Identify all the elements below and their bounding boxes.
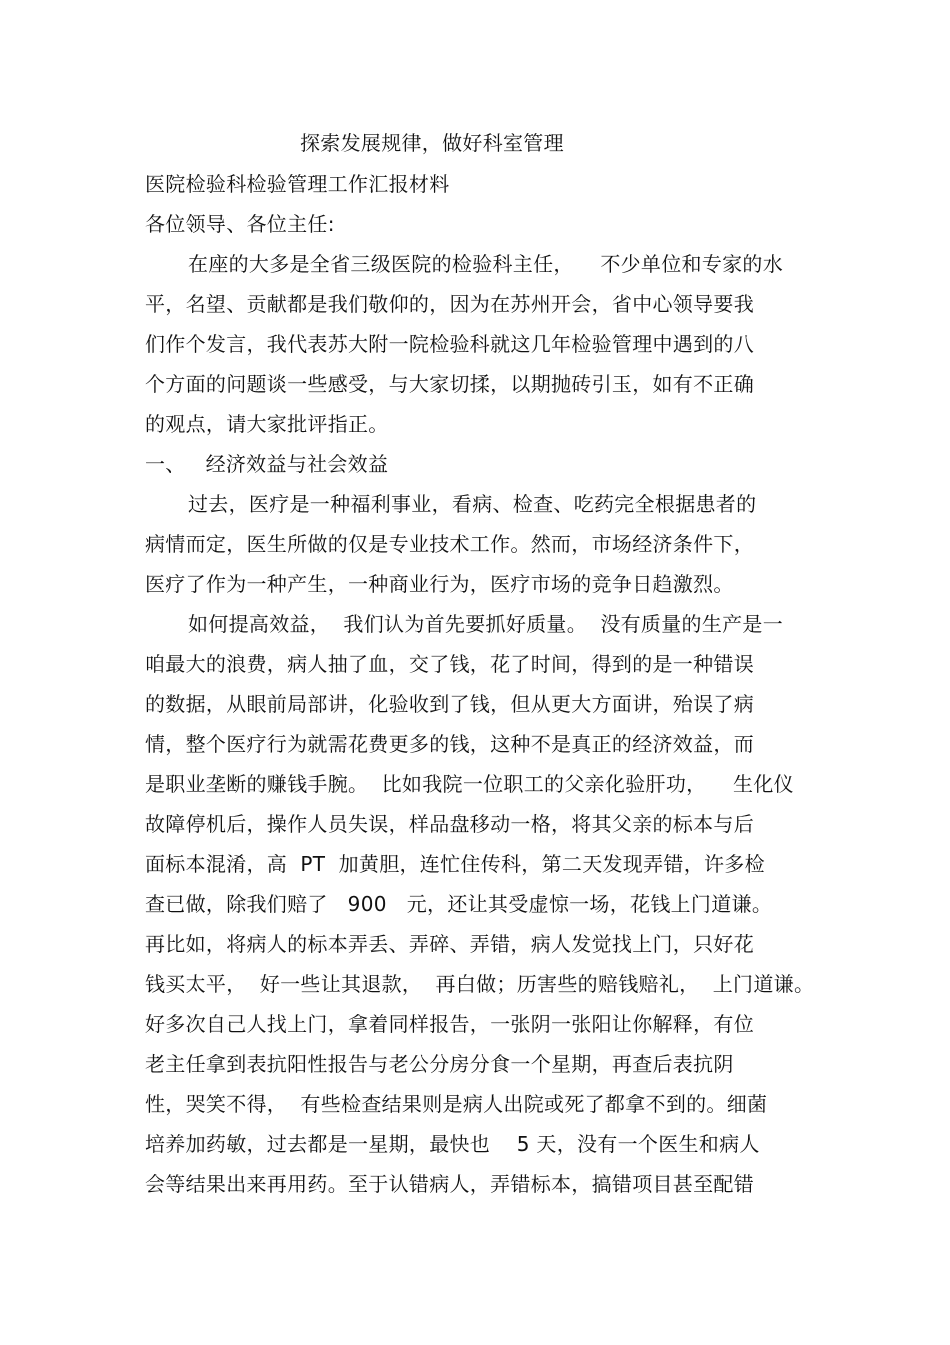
paragraph-line: 医疗了作为一种产生，一种商业行为，医疗市场的竞争日趋激烈。 bbox=[145, 572, 734, 596]
document-title: 探索发展规律，做好科室管理 bbox=[300, 131, 564, 155]
paragraph-line: 会等结果出来再用药。至于认错病人，弄错标本，搞错项目甚至配错 bbox=[145, 1172, 754, 1196]
paragraph-line: 咱最大的浪费，病人抽了血，交了钱，花了时间，得到的是一种错误 bbox=[145, 652, 754, 676]
paragraph-line: 的观点，请大家批评指正。 bbox=[145, 412, 389, 436]
paragraph-line: 性，哭笑不得， 有些检查结果则是病人出院或死了都拿不到的。细菌 bbox=[145, 1092, 768, 1116]
document-subtitle: 医院检验科检验管理工作汇报材料 bbox=[145, 172, 450, 196]
paragraph-line: 面标本混淆，高 PT 加黄胆，连忙住传科，第二天发现弄错，许多检 bbox=[145, 852, 765, 876]
paragraph-line: 好多次自己人找上门，拿着同样报告，一张阴一张阳让你解释，有位 bbox=[145, 1012, 754, 1036]
paragraph-line: 们作个发言，我代表苏大附一院检验科就这几年检验管理中遇到的八 bbox=[145, 332, 754, 356]
salutation: 各位领导、各位主任: bbox=[145, 212, 335, 236]
paragraph-line: 情，整个医疗行为就需花费更多的钱，这种不是真正的经济效益，而 bbox=[145, 732, 754, 756]
paragraph-line: 再比如，将病人的标本弄丢、弄碎、弄错，病人发觉找上门，只好花 bbox=[145, 932, 754, 956]
paragraph-line: 培养加药敏，过去都是一星期，最快也 5 天，没有一个医生和病人 bbox=[145, 1132, 760, 1156]
paragraph-line: 如何提高效益， 我们认为首先要抓好质量。 没有质量的生产是一 bbox=[188, 612, 784, 636]
paragraph-line: 在座的大多是全省三级医院的检验科主任， 不少单位和专家的水 bbox=[188, 252, 784, 276]
paragraph-line: 病情而定，医生所做的仅是专业技术工作。然而，市场经济条件下， bbox=[145, 532, 754, 556]
paragraph-line: 过去，医疗是一种福利事业，看病、检查、吃药完全根据患者的 bbox=[188, 492, 757, 516]
paragraph-line: 老主任拿到表抗阳性报告与老公分房分食一个星期，再查后表抗阴 bbox=[145, 1052, 734, 1076]
section-heading: 一、 经济效益与社会效益 bbox=[145, 452, 389, 476]
paragraph-line: 的数据，从眼前局部讲，化验收到了钱，但从更大方面讲，殆误了病 bbox=[145, 692, 754, 716]
paragraph-line: 钱买太平， 好一些让其退款， 再白做；历害些的赔钱赔礼， 上门道谦。 bbox=[145, 972, 815, 996]
paragraph-line: 个方面的问题谈一些感受，与大家切揉，以期抛砖引玉，如有不正确 bbox=[145, 372, 754, 396]
paragraph-line: 故障停机后，操作人员失误，样品盘移动一格，将其父亲的标本与后 bbox=[145, 812, 754, 836]
paragraph-line: 平，名望、贡献都是我们敬仰的，因为在苏州开会，省中心领导要我 bbox=[145, 292, 754, 316]
paragraph-line: 查已做，除我们赔了 900 元，还让其受虚惊一场，花钱上门道谦。 bbox=[145, 892, 773, 916]
paragraph-line: 是职业垄断的赚钱手腕。 比如我院一位职工的父亲化验肝功， 生化仪 bbox=[145, 772, 794, 796]
